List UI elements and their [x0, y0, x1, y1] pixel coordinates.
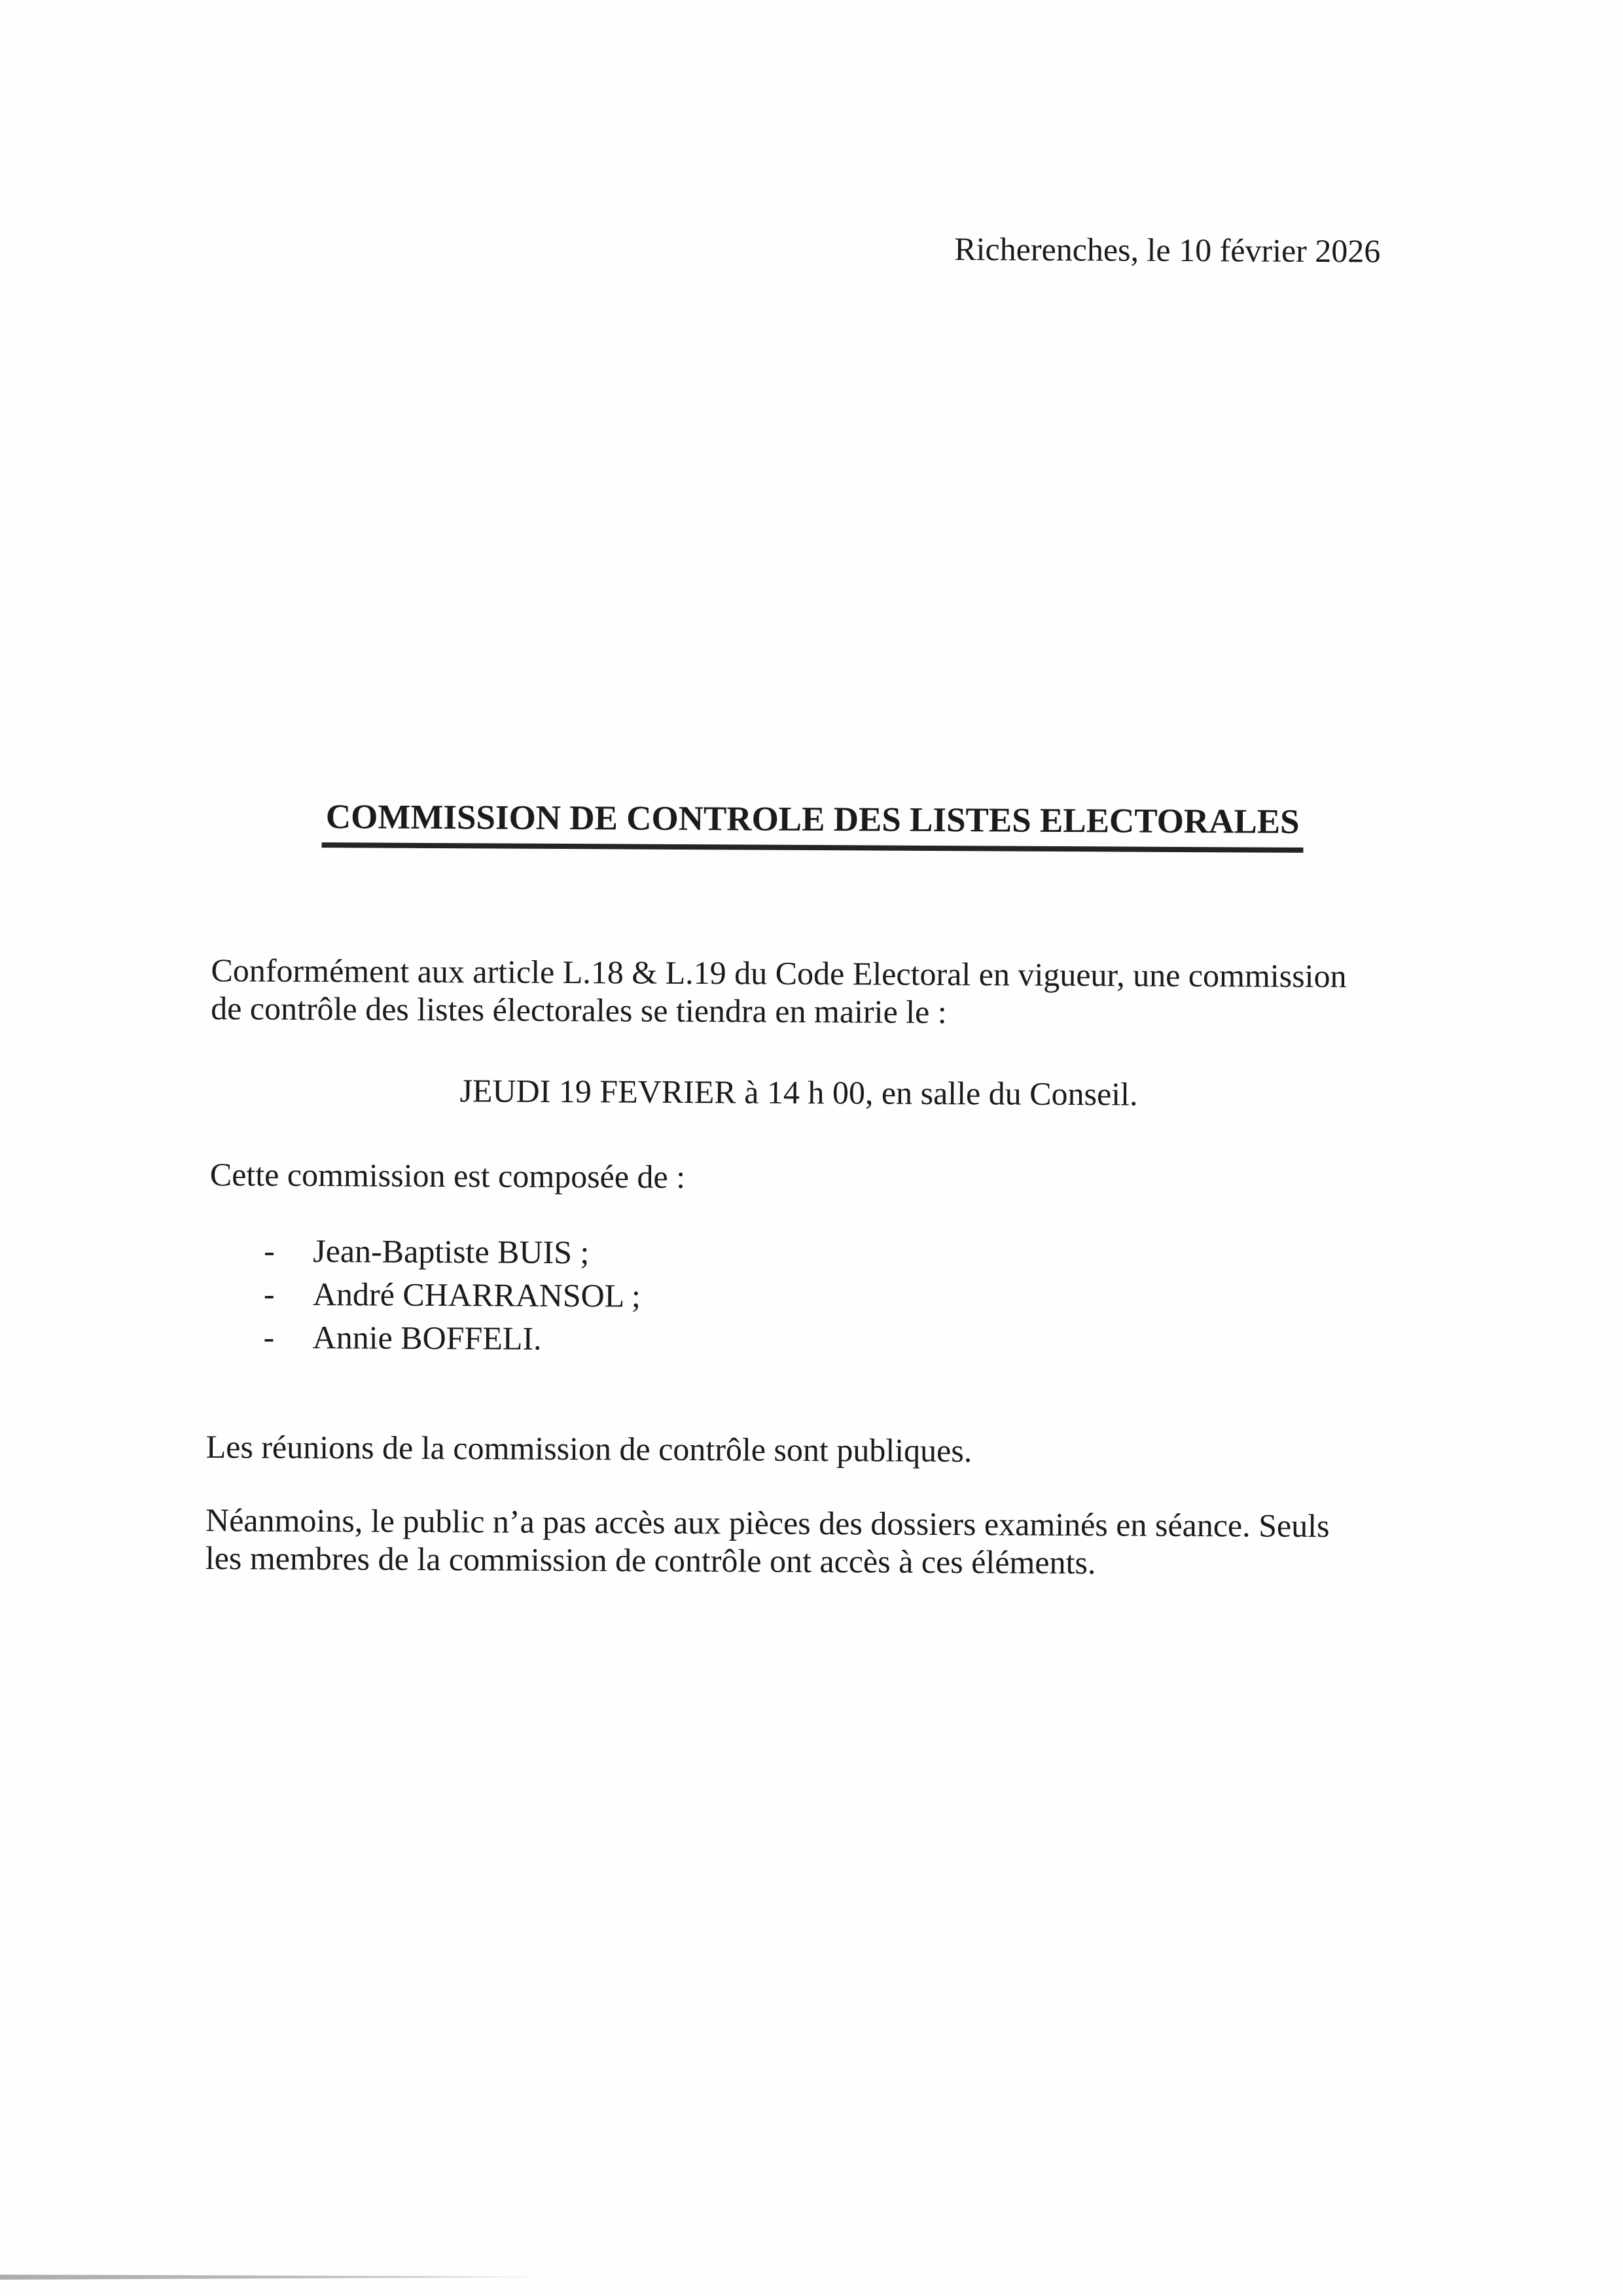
document-title-text: COMMISSION DE CONTROLE DES LISTES ELECTORALES [322, 797, 1304, 853]
intro-line-2: de contrôle des listes électorales se tiendra en mairie le : [211, 990, 947, 1031]
list-dash: - [264, 1232, 276, 1269]
member-list-item [0, 1314, 641, 1361]
list-dash: - [263, 1318, 275, 1355]
restriction-line-1: Néanmoins, le public n’a pas accès aux pièces des dossiers examinés en séance. Seuls [205, 1501, 1330, 1545]
intro-line-1: Conformément aux article L.18 & L.19 du Code Electoral en vigueur, une commission [211, 952, 1347, 995]
members-list [0, 1228, 641, 1361]
meeting-datetime-line: JEUDI 19 FEVRIER à 14 h 00, en salle du Conseil. [459, 1072, 1138, 1113]
public-note: Les réunions de la commission de contrôle sont publiques. [205, 1428, 972, 1469]
list-dash: - [263, 1275, 275, 1312]
document-title [1, 796, 1623, 855]
member-list-item [0, 1228, 641, 1274]
composition-intro: Cette commission est composée de : [209, 1156, 686, 1195]
member-list-item [0, 1271, 641, 1318]
dateline: Richerenches, le 10 février 2026 [954, 230, 1381, 270]
restriction-line-2: les membres de la commission de contrôle ont accès à ces éléments. [205, 1539, 1096, 1581]
member-name: Jean-Baptiste BUIS ; [313, 1232, 590, 1271]
member-name: André CHARRANSOL ; [312, 1276, 641, 1314]
member-name: Annie BOFFELI. [312, 1319, 542, 1357]
restriction-note [205, 1501, 1330, 1583]
intro-paragraph [211, 951, 1347, 1033]
